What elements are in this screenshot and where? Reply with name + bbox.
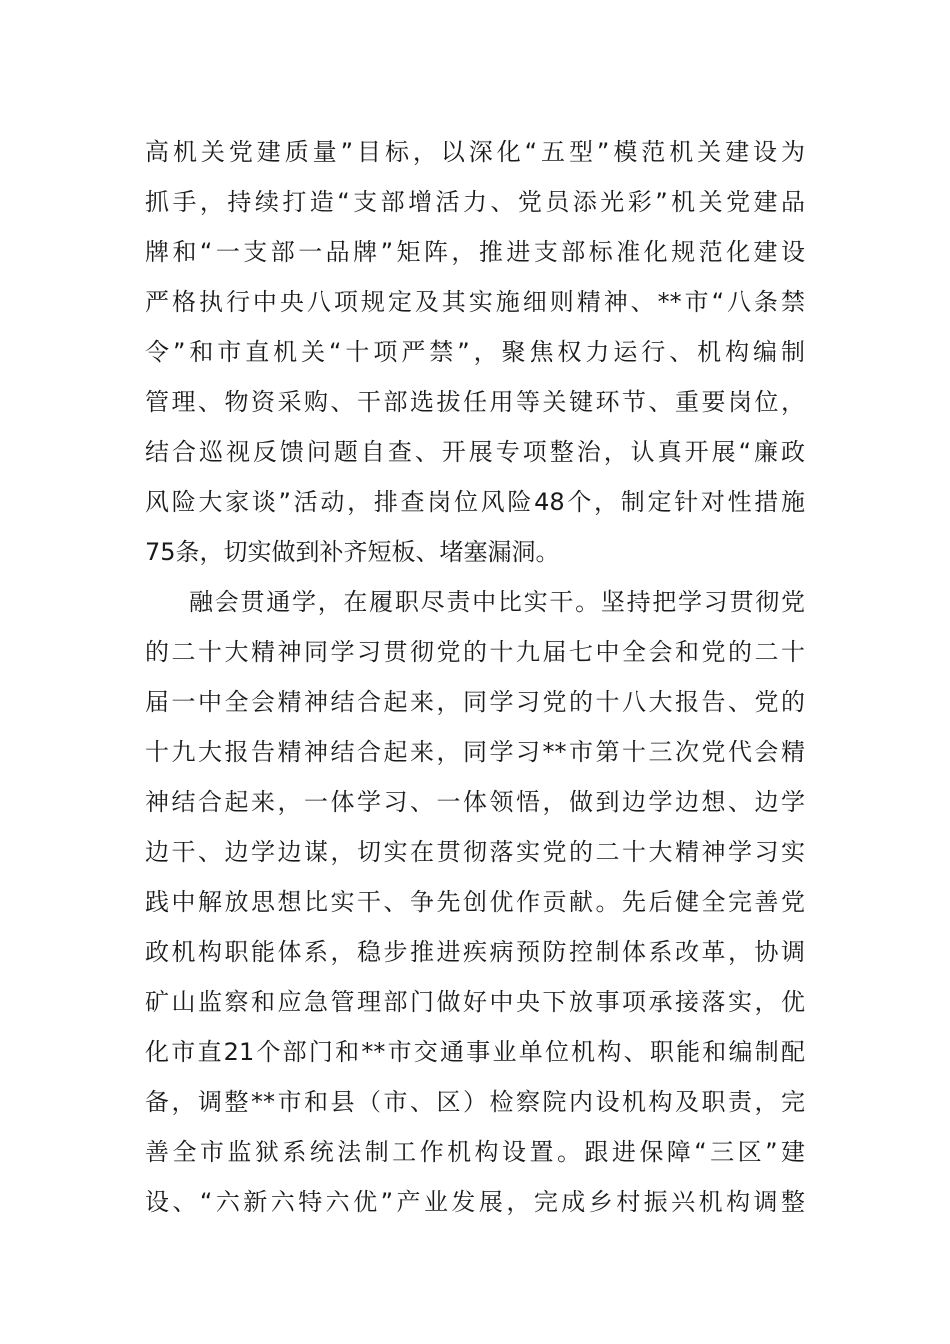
paragraph-1-line-2: 抓手，持续打造“支部增活力、党员添光彩”机关党建品 [145, 188, 805, 216]
paragraph-2-line-1: 融会贯通学，在履职尽责中比实干。坚持把学习贯彻党 [189, 588, 805, 616]
paragraph-2-line-6: 边干、边学边谋，切实在贯彻落实党的二十大精神学习实 [145, 838, 805, 866]
paragraph-2-line-3: 届一中全会精神结合起来，同学习党的十八大报告、党的 [145, 688, 805, 716]
paragraph-1-line-8: 风险大家谈”活动，排查岗位风险48个，制定针对性措施 [145, 488, 805, 516]
paragraph-1-line-9: 75条，切实做到补齐短板、堵塞漏洞。 [145, 538, 560, 566]
paragraph-1-line-4: 严格执行中央八项规定及其实施细则精神、**市“八条禁 [145, 288, 805, 316]
paragraph-1-line-7: 结合巡视反馈问题自查、开展专项整治，认真开展“廉政 [145, 438, 805, 466]
paragraph-2-line-10: 化市直21个部门和**市交通事业单位机构、职能和编制配 [145, 1038, 805, 1066]
paragraph-1-line-5: 令”和市直机关“十项严禁”，聚焦权力运行、机构编制 [145, 338, 805, 366]
paragraph-2-line-2: 的二十大精神同学习贯彻党的十九届七中全会和党的二十 [145, 638, 805, 666]
paragraph-2-line-9: 矿山监察和应急管理部门做好中央下放事项承接落实，优 [145, 988, 805, 1016]
paragraph-1-line-1: 高机关党建质量”目标，以深化“五型”模范机关建设为 [145, 138, 805, 166]
paragraph-2-line-7: 践中解放思想比实干、争先创优作贡献。先后健全完善党 [145, 888, 805, 916]
paragraph-2-line-4: 十九大报告精神结合起来，同学习**市第十三次党代会精 [145, 738, 805, 766]
paragraph-1-line-6: 管理、物资采购、干部选拔任用等关键环节、重要岗位， [145, 388, 805, 416]
paragraph-2-line-13: 设、“六新六特六优”产业发展，完成乡村振兴机构调整 [145, 1188, 805, 1216]
paragraph-2-line-5: 神结合起来，一体学习、一体领悟，做到边学边想、边学 [145, 788, 805, 816]
paragraph-2-line-12: 善全市监狱系统法制工作机构设置。跟进保障“三区”建 [145, 1138, 805, 1166]
paragraph-2-line-8: 政机构职能体系，稳步推进疾病预防控制体系改革，协调 [145, 938, 805, 966]
paragraph-2-line-11: 备，调整**市和县（市、区）检察院内设机构及职责，完 [145, 1088, 805, 1116]
paragraph-1-line-3: 牌和“一支部一品牌”矩阵，推进支部标准化规范化建设 [145, 238, 805, 266]
